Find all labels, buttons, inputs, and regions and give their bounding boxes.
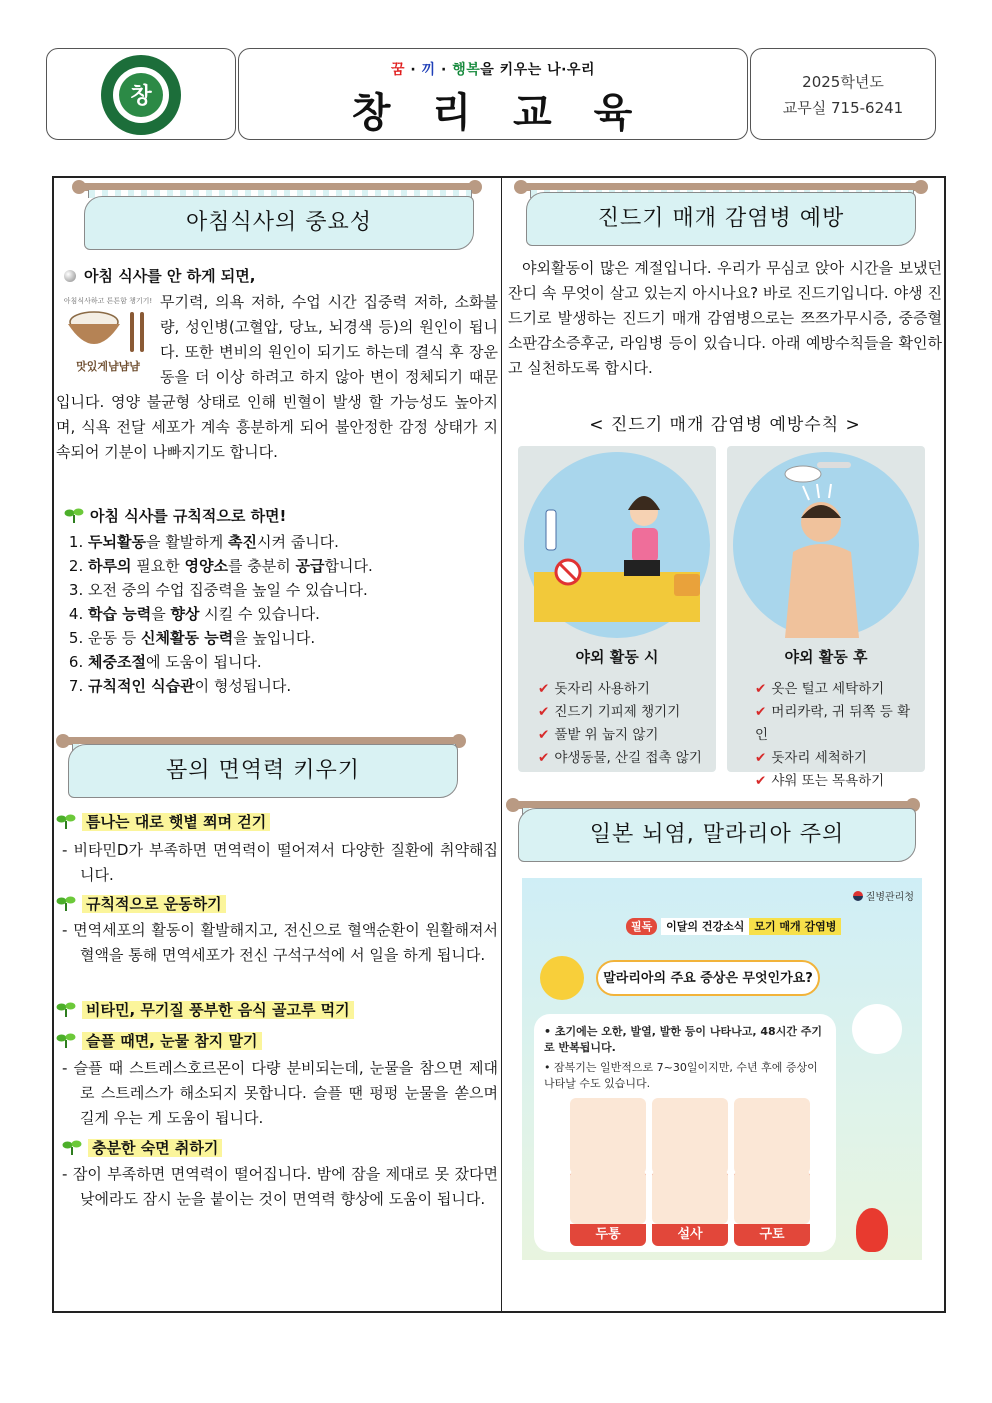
breakfast-list [56,530,496,698]
sprout-icon [56,1001,76,1017]
benefit-item [88,650,496,674]
check-icon: ✔ [538,704,550,720]
breakfast-q2-text: 아침 식사를 규칙적으로 하면! [90,507,287,525]
tag-must-read: 필독 [626,918,657,935]
slogan-dream: 꿈 [390,62,406,78]
check-icon: ✔ [538,681,550,697]
benefit-item [88,626,496,650]
immunity-t4: - 슬플 때 스트레스호르몬이 다량 분비되는데, 눈물을 참으면 제대로 스트레스가 해소되지 못합니다. 슬플 땐 펑펑 눈물을 쏟으며 길게 우는 게 도움이 됩니다. [62,1059,498,1127]
headache-icon [570,1170,646,1224]
check-icon: ✔ [755,773,767,789]
benefit-text: 을 활발하게 [145,533,228,551]
agency-text: 질병관리청 [865,892,914,903]
benefit-bold: 공급 [295,557,325,575]
check-text: 머리카락, 귀 뒤쪽 등 확인 [755,704,911,743]
after-checklist [755,678,923,793]
check-item [538,747,714,770]
check-item [755,678,923,701]
benefit-text: 합니다. [324,557,373,575]
symptom-cell [734,1170,810,1246]
benefit-bold: 하루의 [88,557,132,575]
bullet-icon [64,270,76,282]
chills-icon [570,1098,646,1174]
benefit-text: 을 높입니다. [233,629,316,647]
malaria-question: 말라리아의 주요 증상은 무엇인가요? [596,960,820,996]
immunity-t1: - 비타민D가 부족하면 면역력이 떨어져서 다양한 질환에 취약해집니다. [62,841,498,884]
sprout-icon [56,813,76,829]
benefit-text: 에 도움이 됩니다. [145,653,262,671]
symptom-label: 구토 [734,1224,810,1246]
check-item [538,678,714,701]
slogan-sep: · [405,62,422,78]
breakfast-q2 [64,504,286,528]
benefit-item [88,530,496,554]
breakfast-banner: 아침식사의 중요성 [84,196,474,250]
outdoor-checklist [538,678,714,770]
benefit-item [88,554,496,578]
float-spacer [56,290,160,388]
check-text: 진드기 기피제 챙기기 [554,704,681,720]
benefit-bold: 신체활동 능력 [141,629,234,647]
info-box [750,48,936,140]
immunity-banner: 몸의 면역력 키우기 [68,744,458,798]
symptom-bullet-2: • 잠복기는 일반적으로 7~30일이지만, 수년 후에 증상이 나타날 수도 있습니다. [544,1061,818,1090]
breakfast-q1-text: 아침 식사를 안 하게 되면, [84,267,256,285]
year-label: 2025학년도 [802,73,884,91]
breakfast-q1 [64,264,256,288]
immunity-t2: - 면역세포의 활동이 활발해지고, 전신으로 혈액순환이 원활해져서 혈액을 통해 면역세포가 전신 구석구석에 서 일을 하게 됩니다. [62,921,498,964]
check-text: 야생동물, 산길 접촉 않기 [554,750,702,766]
picnic-icon [524,452,710,638]
breakfast-p1: 무기력, 의욕 저하, 수업 시간 집중력 저하, 소화불량, 성인병(고혈압, 당뇨, 뇌경색 등)의 원인이 됩니다. 또한 변비의 원인이 되기도 하는데 결식 후 장운동을 더 이상 하려고 하지 않아 변이 정체되기 때문입니다. 영양 불균형 상태로 인해 빈혈이 발생 할 가능성도 높아지며, 식욕 전달 세포가 계속 흥분하게 되어 불안정한 감정 상태가 지속되어 기분이 나빠지기도 합니다. [56,293,498,461]
immunity-h1-text: 틈나는 대로 햇볕 쬐며 걷기 [82,813,270,831]
immunity-h3-text: 비타민, 무기질 풍부한 음식 골고루 먹기 [82,1001,354,1019]
malaria-poster [522,878,922,1260]
check-icon: ✔ [538,750,550,766]
column-divider [501,176,502,1313]
diarrhea-icon [652,1170,728,1224]
outdoor-title: 야외 활동 시 [575,648,659,666]
agency-badge-icon [852,1004,902,1054]
tick-panel-outdoor [518,446,716,772]
benefit-bold: 학습 능력 [88,605,152,623]
immunity-h4 [56,1029,262,1053]
benefit-bold: 향상 [170,605,200,623]
sprout-icon [62,1139,82,1155]
title-box [238,48,748,140]
slogan [239,59,747,79]
check-text: 돗자리 사용하기 [554,681,650,697]
tulip-icon [856,1208,888,1252]
check-item [755,770,923,793]
benefit-item [88,602,496,626]
tick-banner: 진드기 매개 감염병 예방 [526,192,916,246]
benefit-text: 시킬 수 있습니다. [199,605,320,623]
benefit-text: 를 충분히 [227,557,296,575]
immunity-h1 [56,810,270,834]
phone-label: 교무실 715-6241 [782,99,904,117]
immunity-h5-text: 충분한 숙면 취하기 [88,1139,222,1157]
after-illustration [733,452,919,638]
check-icon: ✔ [755,704,767,720]
fever-icon [652,1098,728,1174]
check-item [538,701,714,724]
benefit-bold: 규칙적인 식습관 [88,677,195,695]
check-text: 돗자리 세척하기 [771,750,867,766]
check-item [755,747,923,770]
school-logo-icon [47,49,237,141]
benefit-text: 이 형성됩니다. [194,677,292,695]
benefit-bold: 체중조절 [88,653,146,671]
benefit-text: 을 [151,605,171,623]
tag-mosquito: 모기 매개 감염병 [749,918,841,935]
benefit-bold: 촉진 [227,533,257,551]
tick-rules-title: < 진드기 매개 감염병 예방수칙 > [589,415,861,435]
after-title: 야외 활동 후 [784,648,868,666]
benefit-text: 운동 등 [88,629,142,647]
immunity-h5 [62,1136,222,1160]
page-title: 창리교육 [351,90,675,136]
malaria-banner: 일본 뇌염, 말라리아 주의 [518,808,916,862]
banner-knob [514,180,528,194]
benefit-text: 시켜 줍니다. [256,533,339,551]
symptom-cell [570,1170,646,1246]
symptom-card [534,1014,836,1252]
sprout-icon [56,1032,76,1048]
banner-knob [56,734,70,748]
immunity-h2 [56,892,226,916]
agency-label [853,888,914,903]
benefit-text: 필요한 [131,557,185,575]
tick-panel-after [727,446,925,789]
check-icon: ✔ [538,727,550,743]
check-text: 옷은 털고 세탁하기 [771,681,885,697]
svg-text:창: 창 [130,84,152,109]
symptom-bullet-1: • 초기에는 오한, 발열, 발한 등이 나타나고, 48시간 주기로 반복됩니다. [544,1025,823,1054]
image-caption: 맛있게냠냠냠 [76,360,140,373]
immunity-t5: - 잠이 부족하면 면역력이 떨어집니다. 밤에 잠을 제대로 못 잤다면 낮에라도 잠시 눈을 붙이는 것이 면역력 향상에 도움이 됩니다. [62,1165,498,1208]
symptom-cell [652,1170,728,1246]
immunity-h3 [56,998,354,1022]
slogan-sep: · [435,62,453,78]
shower-icon [733,452,919,638]
vomiting-icon [734,1170,810,1224]
check-text: 풀밭 위 눕지 않기 [554,727,659,743]
banner-knob [72,180,86,194]
check-item [538,724,714,747]
check-icon: ✔ [755,681,767,697]
benefit-item [88,674,496,698]
sprout-icon [56,895,76,911]
check-icon: ✔ [755,750,767,766]
slogan-rest: 을 키우는 나·우리 [480,62,595,78]
immunity-h4-text: 슬플 때면, 눈물 참지 말기 [82,1032,262,1050]
logo-box [46,48,236,140]
tick-paragraph: 야외활동이 많은 계절입니다. 우리가 무심코 앉아 시간을 보냈던 잔디 속 무엇이 살고 있는지 아시나요? 바로 진드기입니다. 야생 진드기로 발생하는 진드기 매개 감염병으로는 쯔쯔가무시증, 중증혈소판감소증후군, 라임병 등이 있습니다. 아래 예방수칙들을 확인하고 실천하도록 합시다. [508,259,942,377]
slogan-talent: 끼 [421,62,436,78]
sprout-icon [64,507,84,523]
banner-knob [506,798,520,812]
tag-health-news: 이달의 건강소식 [661,918,749,935]
immunity-h2-text: 규칙적으로 운동하기 [82,895,226,913]
outdoor-illustration [524,452,710,638]
benefit-bold: 두뇌활동 [88,533,146,551]
benefit-bold: 영양소 [184,557,228,575]
agency-logo-icon [853,891,863,901]
image-top-text: 아침식사하고 튼튼함 챙기기! [63,297,153,305]
sweating-icon [734,1098,810,1174]
mosquito-emoji-icon [540,956,584,1000]
symptom-label: 설사 [652,1224,728,1246]
benefit-text: 오전 중의 수업 집중력을 높일 수 있습니다. [88,581,368,599]
poster-tags [626,918,841,934]
benefit-item [88,578,496,602]
banner-knob [914,180,928,194]
slogan-happy: 행복 [452,62,481,78]
breakfast-paragraph [56,290,498,465]
check-item [755,701,923,747]
symptom-label: 두통 [570,1224,646,1246]
check-text: 샤워 또는 목욕하기 [771,773,885,789]
